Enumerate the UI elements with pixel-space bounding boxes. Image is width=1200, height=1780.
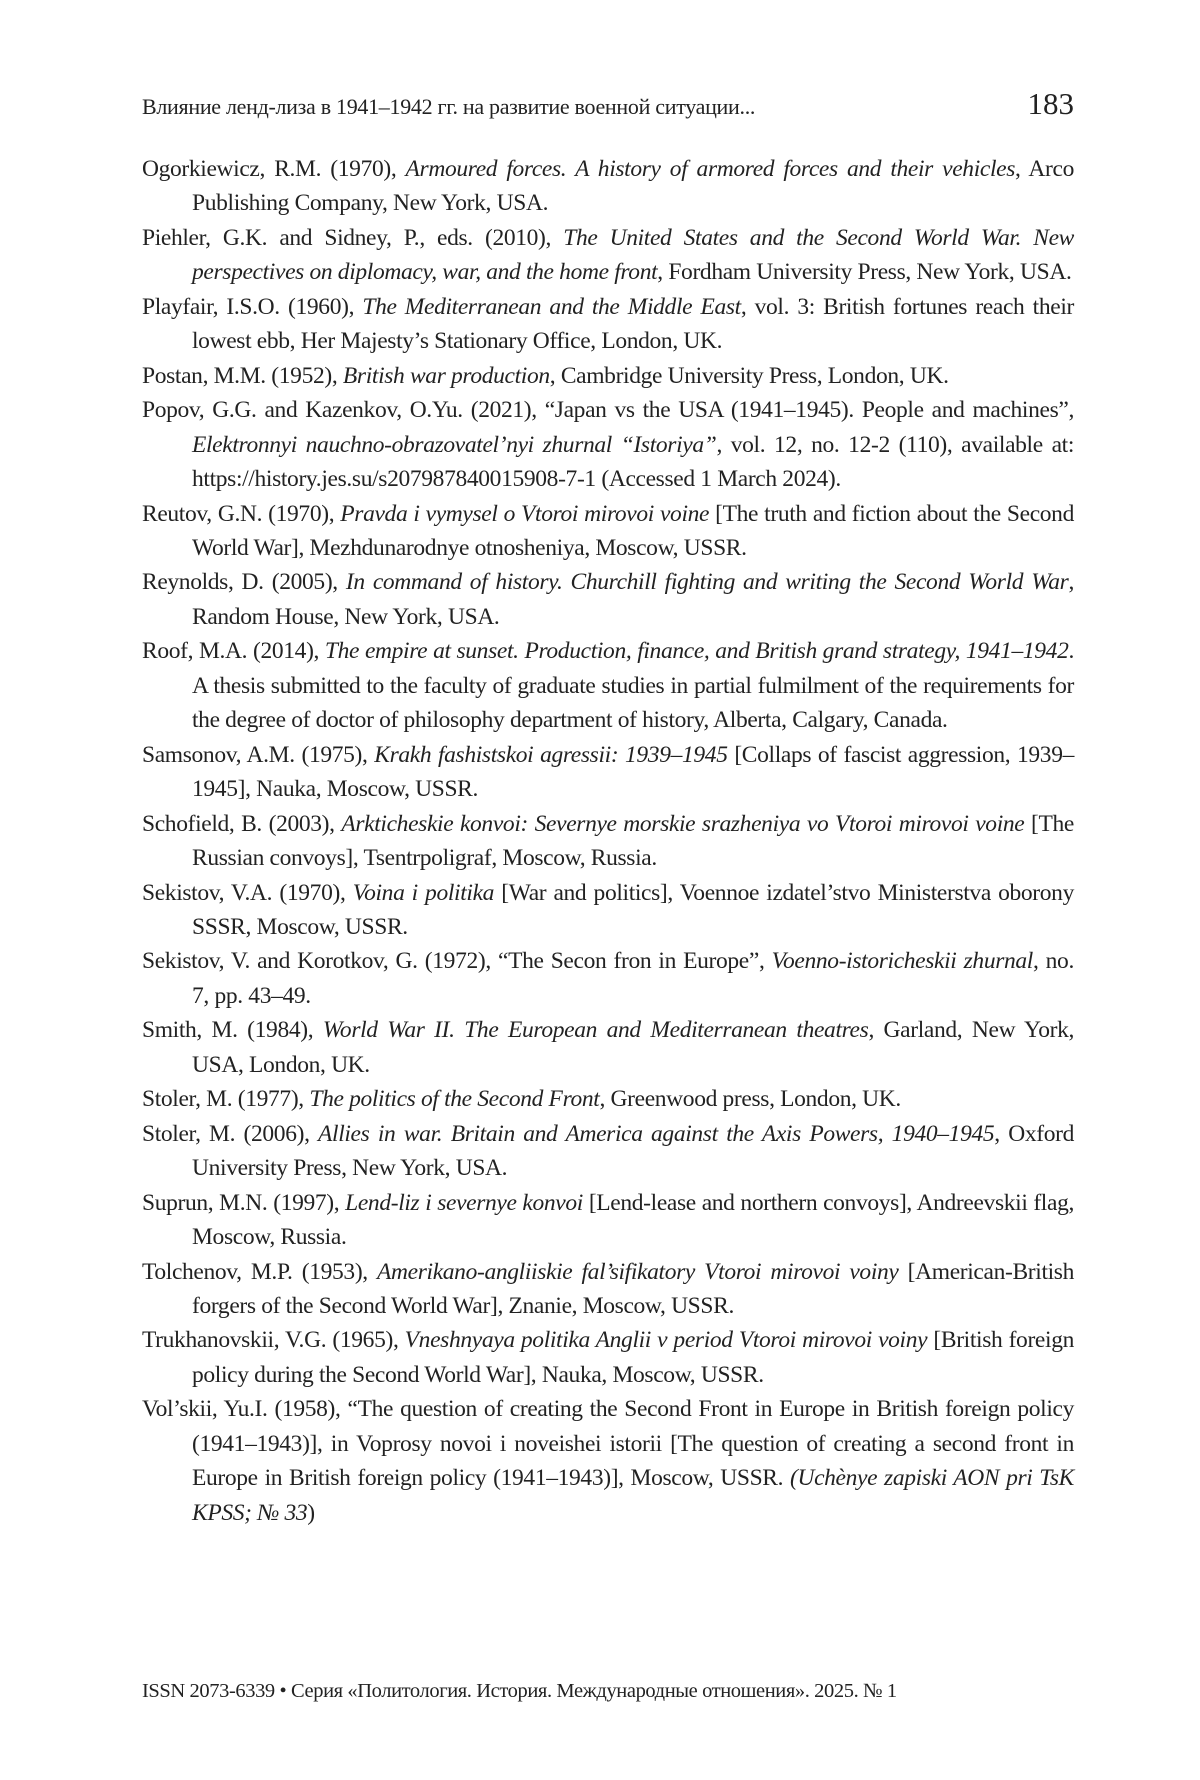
reference-title: The United States and the Second World War. New perspectives on diplomacy, war, and the home front — [192, 224, 1074, 286]
reference-text: Trukhanovskii, V.G. (1965), — [142, 1327, 405, 1354]
reference-text: , Random House, New York, USA. — [192, 569, 1074, 630]
reference-text: Sekistov, V. and Korotkov, G. (1972), “The Secon fron in Europe”, — [142, 948, 772, 975]
running-title: Влияние ленд-лиза в 1941–1942 гг. на развитие военной ситуации... — [142, 94, 756, 119]
reference-title: Pravda i vymysel o Vtoroi mirovoi voine — [340, 500, 710, 527]
reference-entry — [142, 1013, 1074, 1082]
reference-text: [British foreign policy during the Second World War], Nauka, Moscow, USSR. — [192, 1327, 1074, 1388]
reference-title: Allies in war. Britain and America against the Axis Powers, 1940–1945 — [318, 1120, 995, 1147]
reference-text: [War and politics], Voennoe izdatel’stvo Ministerstva oborony SSSR, Moscow, USSR. — [192, 879, 1074, 940]
reference-title: (Uchènye zapiski AON pri TsK KPSS; № 33 — [192, 1465, 1074, 1526]
reference-entry — [142, 1117, 1074, 1186]
reference-entry — [142, 1392, 1074, 1530]
reference-text: [American-British forgers of the Second World War], Znanie, Moscow, USSR. — [192, 1258, 1075, 1319]
reference-title: Armoured forces. A history of armored forces and their vehicles — [405, 156, 1016, 182]
reference-text: Piehler, G.K. and Sidney, P., eds. (2010), — [142, 224, 564, 251]
reference-text: Sekistov, V.A. (1970), — [142, 879, 353, 906]
reference-entry — [142, 1082, 1074, 1116]
reference-title: Lend-liz i severnye konvoi — [345, 1189, 583, 1216]
reference-title: Vneshnyaya politika Anglii v period Vtoroi mirovoi voiny — [404, 1327, 928, 1354]
reference-text: , vol. 12, no. 12-2 (110), available at: https://history.jes.su/s207987840015908-7-1 (Accessed 1 March 2024). — [192, 431, 1075, 493]
reference-text: Roof, M.A. (2014), — [142, 638, 325, 665]
reference-text: , Oxford University Press, New York, USA. — [192, 1120, 1074, 1182]
reference-entry — [142, 290, 1074, 359]
reference-entry — [142, 152, 1074, 221]
page-number: 183 — [1027, 86, 1074, 121]
reference-title: Krakh fashistskoi agressii: 1939–1945 — [374, 741, 728, 768]
footer-journal-info: ISSN 2073-6339 • Серия «Политология. История. Международные отношения». 2025. № 1 — [142, 1680, 897, 1702]
reference-text: ) — [307, 1499, 315, 1526]
reference-list — [142, 152, 1074, 1530]
reference-text: , Greenwood press, London, UK. — [599, 1086, 901, 1113]
reference-text: Reutov, G.N. (1970), — [142, 500, 341, 527]
reference-entry — [142, 1255, 1074, 1324]
reference-entry — [142, 738, 1074, 807]
reference-text: , no. 7, pp. 43–49. — [192, 948, 1074, 1009]
reference-text: , Cambridge University Press, London, UK. — [549, 362, 949, 389]
reference-text: [Lend-lease and northern convoys], Andreevskii flag, Moscow, Russia. — [192, 1189, 1074, 1251]
running-header — [142, 86, 1074, 122]
reference-title: In command of history. Churchill fighting and writing the Second World War — [345, 569, 1069, 596]
reference-text: Stoler, M. (2006), — [142, 1120, 319, 1147]
reference-text: Stoler, M. (1977), — [142, 1086, 310, 1113]
reference-title: British war production — [342, 362, 550, 389]
reference-text: [Collaps of fascist aggression, 1939–1945], Nauka, Moscow, USSR. — [192, 741, 1075, 803]
reference-text: , Garland, New York, USA, London, UK. — [192, 1017, 1075, 1078]
reference-title: Elektronnyi nauchno-obrazovatel’nyi zhurnal “Istoriya” — [192, 431, 717, 458]
reference-text: . A thesis submitted to the faculty of graduate studies in partial fulmilment of the requirements for the degree of doctor of philosophy department of history, Alberta, Calgary, Canada. — [192, 638, 1074, 734]
reference-entry — [142, 634, 1074, 737]
reference-text: Reynolds, D. (2005), — [142, 569, 346, 596]
reference-title: The empire at sunset. Production, finance, and British grand strategy, 1941–1942 — [324, 638, 1069, 665]
reference-title: Arkticheskie konvoi: Severnye morskie srazheniya vo Vtoroi mirovoi voine — [341, 810, 1025, 837]
reference-entry — [142, 497, 1074, 566]
reference-text: Suprun, M.N. (1997), — [142, 1189, 346, 1216]
reference-text: Vol’skii, Yu.I. (1958), “The question of creating the Second Front in Europe in British foreign policy (1941–1943)], in Voprosy novoi i noveishei istorii [The question of creating a second front in Europe in British foreign policy (1941–1943)], Moscow, USSR. — [142, 1396, 1074, 1492]
reference-entry — [142, 393, 1074, 496]
reference-text: Playfair, I.S.O. (1960), — [142, 293, 363, 320]
reference-text: Postan, M.M. (1952), — [142, 362, 343, 389]
reference-entry — [142, 807, 1074, 876]
reference-text: , Fordham University Press, New York, USA. — [657, 259, 1072, 286]
reference-text: [The truth and fiction about the Second World War], Mezhdunarodnye otnosheniya, Moscow, USSR. — [192, 500, 1074, 561]
reference-title: The politics of the Second Front — [309, 1086, 600, 1113]
reference-text: Schofield, B. (2003), — [142, 810, 342, 837]
reference-entry — [142, 565, 1074, 634]
reference-text: Tolchenov, M.P. (1953), — [142, 1258, 378, 1285]
reference-entry — [142, 1323, 1074, 1392]
reference-text: Smith, M. (1984), — [142, 1017, 323, 1044]
reference-text: Popov, G.G. and Kazenkov, O.Yu. (2021), “Japan vs the USA (1941–1945). People and machines”, — [142, 397, 1074, 424]
reference-text: , vol. 3: British fortunes reach their lowest ebb, Her Majesty’s Stationary Office, London, UK. — [192, 293, 1074, 355]
reference-title: The Mediterranean and the Middle East — [362, 293, 741, 320]
reference-title: Voina i politika — [352, 879, 495, 906]
reference-text: , Arco Publishing Company, New York, USA. — [192, 156, 1074, 217]
reference-entry — [142, 1186, 1074, 1255]
reference-text: Samsonov, A.M. (1975), — [142, 741, 375, 768]
reference-text: [The Russian convoys], Tsentrpoligraf, Moscow, Russia. — [192, 810, 1074, 872]
reference-entry — [142, 221, 1074, 290]
reference-title: Amerikano-angliiskie fal’sifikatory Vtoroi mirovoi voiny — [377, 1258, 899, 1285]
reference-text: Ogorkiewicz, R.M. (1970), — [142, 156, 406, 182]
reference-title: Voenno-istoricheskii zhurnal — [771, 948, 1033, 975]
reference-entry — [142, 944, 1074, 1013]
reference-entry — [142, 359, 1074, 393]
reference-entry — [142, 876, 1074, 945]
reference-title: World War II. The European and Mediterranean theatres — [322, 1017, 869, 1044]
